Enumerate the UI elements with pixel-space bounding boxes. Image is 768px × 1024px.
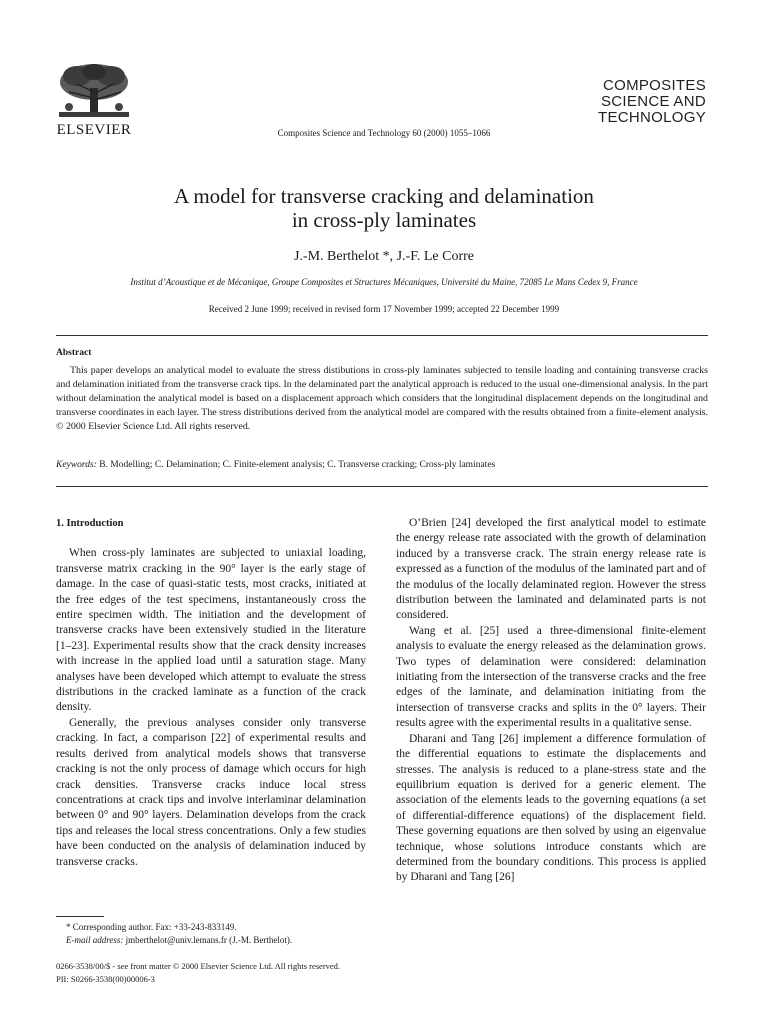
abstract-text: This paper develops an analytical model to evaluate the stress distibutions in cross-ply laminates subjected to tensile loading and containing transverse cracks and delamination initiated from the transverse crack tips. In the delaminated part the analytical approach is reduced to the usual one-dimensional analysis. In the part without delamination the analytical model is based on a displacement approach which considers that the longitudinal displacement depends on the longitudinal and transverse coordinates in each layer. The stress distributions derived from the analytical model are compared with the results obtained from a finite-element analysis. © 2000 Elsevier Science Ltd. All rights reserved. xyxy=(56,365,708,432)
paragraph: When cross-ply laminates are subjected to uniaxial loading, transverse matrix cracking in the 90° layer is the early stage of damage. In the case of quasi-static tests, most cracks, initiated at the free edges of the test specimens, instantaneously cross the entire specimen width. The initiation and the development of transverse cracks have been extensively studied in the literature [1–23]. Experimental results show that the crack density increases with increase in the applied load until a saturation stage. Many analyses have been developed which attempt to evaluate the stress distributions in the cracked laminate as a function of the crack density. xyxy=(56,547,366,714)
elsevier-tree-icon xyxy=(55,62,133,120)
journal-reference: Composites Science and Technology 60 (2000) 1055–1066 xyxy=(277,128,491,138)
brand-line: SCIENCE AND xyxy=(601,93,706,110)
brand-line: COMPOSITES xyxy=(602,77,706,94)
email-label: E-mail address: xyxy=(66,935,124,945)
divider xyxy=(56,335,708,336)
keywords xyxy=(56,460,708,470)
paragraph: Generally, the previous analyses consider only transverse cracking. In fact, a comparison [22] of experimental results and results derived from analytical models shows that transverse cracking is not the only process of damage which occurs for high crack densities. Transverse cracks induce local stress concentrations at crack tips and involve interlaminar delamination between 0° and 90° layers. Delamination develops from the crack tips and releases the local stress concentrations. Only a few studies have been conducted on the analysis of delamination induced by transverse cracks. xyxy=(56,716,366,868)
copyright-line: 0266-3538/00/$ - see front matter © 2000 Elsevier Science Ltd. All rights reserved. xyxy=(56,961,341,971)
page-footer xyxy=(56,960,340,985)
paper-title xyxy=(0,184,768,232)
divider xyxy=(56,486,708,487)
email-address[interactable]: jmberthelot@univ.lemans.fr (J.-M. Berthelot). xyxy=(125,935,293,945)
footnote xyxy=(56,921,386,947)
section-heading: 1. Introduction xyxy=(56,518,124,529)
pii-line: PII: S0266-3538(00)00006-3 xyxy=(56,973,155,984)
right-column xyxy=(396,516,706,886)
keywords-label: Keywords: xyxy=(56,460,97,470)
paragraph: Wang et al. [25] used a three-dimensional finite-element analysis to evaluate the energy released as the delamination grows. Two types of delamination were considered: delamination initiating from the intersection of the transverse cracks and the free edges of the laminate, and delamination initiating from the intersection of transverse cracks and splits in the 0° layers. Their results agree with the experimental results in a qualitative sense. xyxy=(396,624,706,730)
journal-brand xyxy=(598,78,706,126)
affiliation: Institut d’Acoustique et de Mécanique, Groupe Composites et Structures Mécaniques, Université du Maine, 72085 Le Mans Cedex 9, France xyxy=(130,277,638,287)
left-column xyxy=(56,516,366,870)
footnote-rule xyxy=(56,916,104,917)
title-line: in cross-ply laminates xyxy=(291,208,477,232)
publisher-name: ELSEVIER xyxy=(56,122,132,138)
authors: J.-M. Berthelot *, J.-F. Le Corre xyxy=(293,249,475,264)
email-line xyxy=(56,934,386,947)
title-line: A model for transverse cracking and delamination xyxy=(174,184,594,208)
corresponding-author: * Corresponding author. Fax: +33-243-833149. xyxy=(66,922,237,932)
abstract-heading: Abstract xyxy=(56,348,92,358)
brand-line: TECHNOLOGY xyxy=(597,109,706,126)
paragraph: O’Brien [24] developed the first analytical model to estimate the energy release rate associated with the growth of delamination induced by a transverse crack. The strain energy release rate is expressed as a function of the modulus of the laminated part and of the modulus of the locally delaminated region. However the stress distribution between the laminated and delaminated parts is not considered. xyxy=(396,517,706,622)
received-dates: Received 2 June 1999; received in revised form 17 November 1999; accepted 22 December 1999 xyxy=(208,304,560,314)
paragraph: Dharani and Tang [26] implement a difference formulation of the differential equations to estimate the displacements and stresses. The analysis is reduced to a plane-stress state and the equilibrium equation is derived for a generic element. The association of the elements leads to the governing equations (a set of differential-difference equations) of the displacement field. These governing equations are then solved by using an eigenvalue technique, whose solutions introduce constants which are determined from the boundary conditions. This process is applied by Dharani and Tang [26] xyxy=(396,732,706,884)
keywords-text: B. Modelling; C. Delamination; C. Finite-element analysis; C. Transverse cracking; Cross-ply laminates xyxy=(99,460,496,470)
